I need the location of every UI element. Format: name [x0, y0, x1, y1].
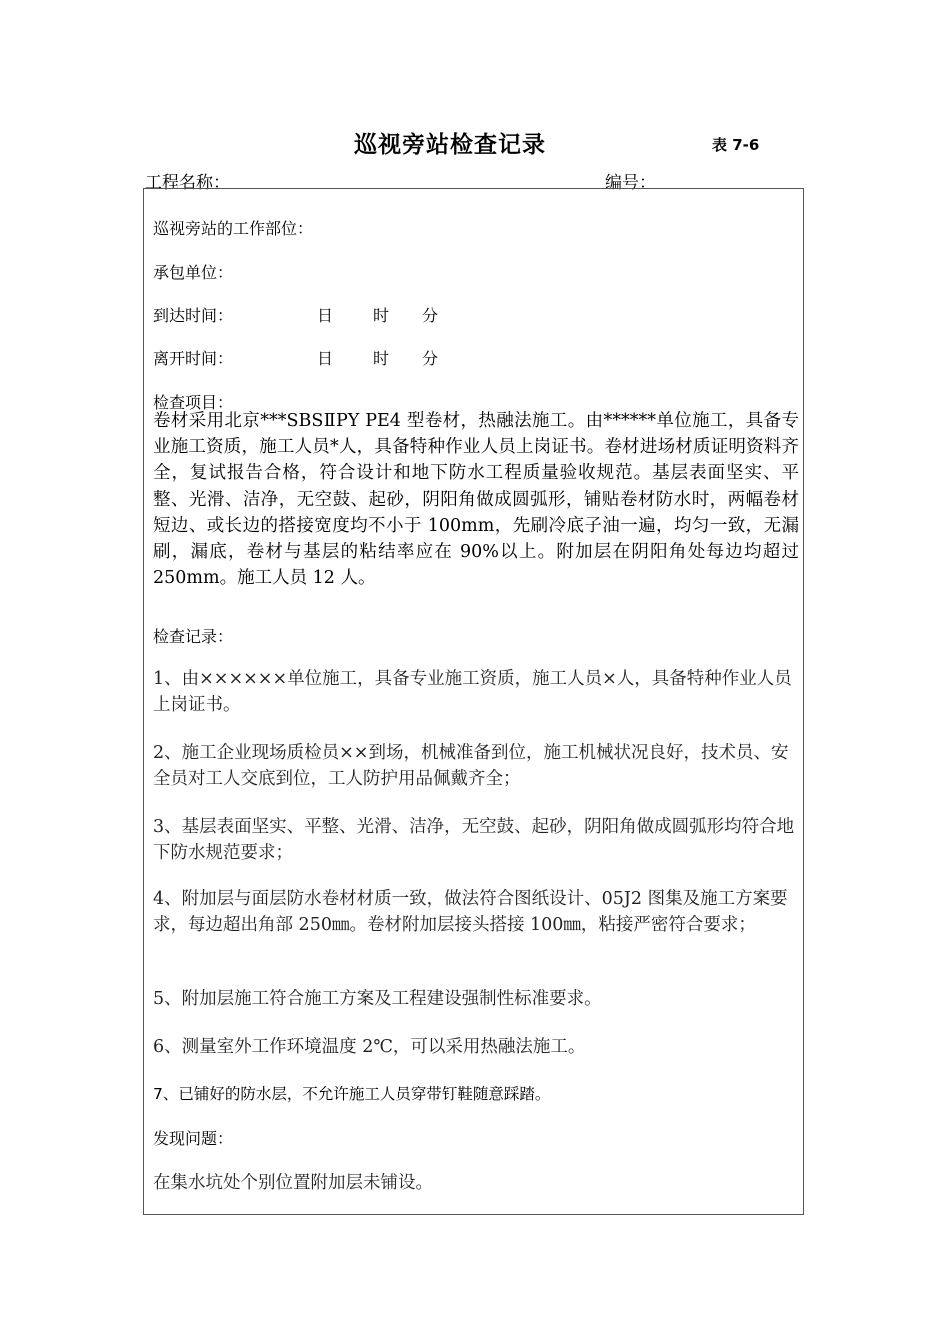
record-item-5: 5、附加层施工符合施工方案及工程建设强制性标准要求。 [153, 989, 602, 1009]
record-item-1: 1、由××××××单位施工，具备专业施工资质，施工人员×人，具备特种作业人员上岗证书。 [153, 669, 792, 715]
record-item-3: 3、基层表面坚实、平整、光滑、洁净，无空鼓、起砂，阴阳角做成圆弧形均符合地下防水规范要求； [153, 817, 795, 863]
arrival-hour-unit: 时 [373, 306, 390, 325]
arrival-day-unit: 日 [317, 306, 334, 325]
problems-label: 发现问题： [153, 1129, 234, 1148]
document-title: 巡视旁站检查记录 [354, 132, 546, 158]
problems-text: 在集水坑处个别位置附加层未铺设。 [153, 1173, 433, 1193]
work-location-label: 巡视旁站的工作部位： [153, 219, 314, 238]
departure-day-unit: 日 [317, 349, 334, 368]
departure-time-label: 离开时间： [153, 349, 234, 368]
serial-number-label: 编号： [605, 173, 656, 193]
table-number: 表 7-6 [712, 136, 760, 154]
record-item-4: 4、附加层与面层防水卷材材质一致，做法符合图纸设计、05J2 图集及施工方案要求，每边超出角部 250㎜。卷材附加层接头搭接 100㎜，粘接严密符合要求； [153, 889, 788, 935]
project-name-label: 工程名称： [145, 173, 230, 193]
contractor-label: 承包单位： [153, 263, 234, 282]
departure-minute-unit: 分 [422, 349, 439, 368]
arrival-minute-unit: 分 [422, 306, 439, 325]
record-item-7: 7、已铺好的防水层，不允许施工人员穿带钉鞋随意踩踏。 [153, 1085, 551, 1103]
inspection-items-label: 检查项目： [153, 393, 234, 412]
inspection-record-label: 检查记录： [153, 627, 234, 646]
inspection-items-text: 卷材采用北京***SBSⅡPY PE4 型卷材，热融法施工。由******单位施工，具备专业施工资质，施工人员*人，具备特种作业人员上岗证书。卷材进场材质证明资料齐全，复试报告合格，符合设计和地下防水工程质量验收规范。基层表面坚实、平整、光滑、洁净，无空鼓、起砂，阴阳角做成圆弧形，铺贴卷材防水时，两幅卷材短边、或长边的搭接宽度均不小于 100mm，先刷冷底子油一遍，均匀一致，无漏刷，漏底，卷材与基层的粘结率应在 90%以上。附加层在阴阳角处每边均超过 250mm。施工人员 12 人。 [153, 411, 799, 589]
record-item-2: 2、施工企业现场质检员××到场，机械准备到位，施工机械状况良好，技术员、安全员对工人交底到位，工人防护用品佩戴齐全； [153, 743, 789, 789]
arrival-time-label: 到达时间： [153, 306, 234, 325]
record-item-6: 6、测量室外工作环境温度 2℃，可以采用热融法施工。 [153, 1037, 586, 1057]
departure-hour-unit: 时 [373, 349, 390, 368]
